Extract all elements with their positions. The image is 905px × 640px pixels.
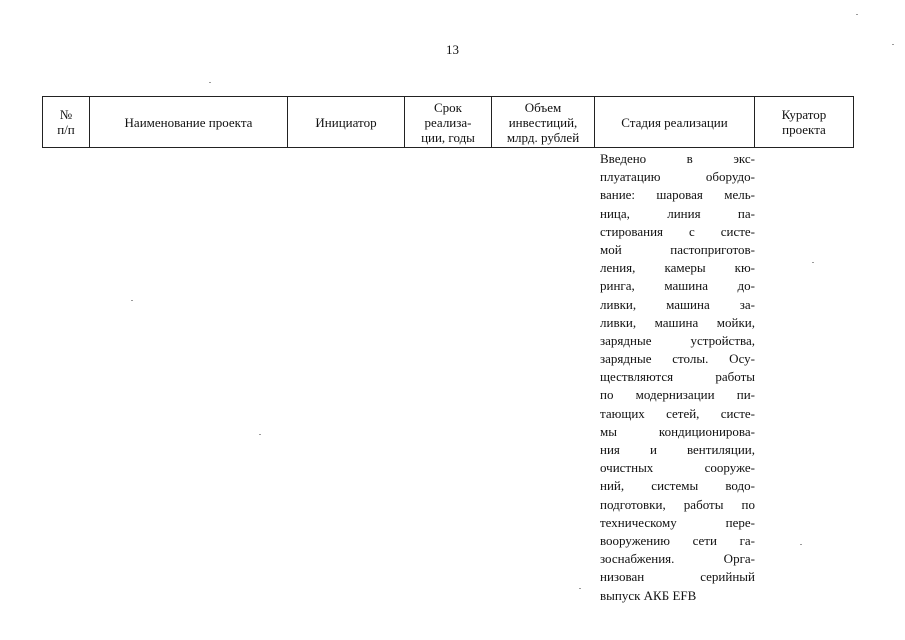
scan-speck: [856, 14, 858, 15]
stage-line: зоснабжения. Орга-: [600, 551, 755, 567]
stage-line: ринга, машина до-: [600, 278, 755, 294]
stage-line: очистных сооруже-: [600, 460, 755, 476]
stage-line: ления, камеры кю-: [600, 260, 755, 276]
stage-line: ливки, машина мойки,: [600, 314, 755, 330]
stage-line: мы кондиционирова-: [600, 423, 755, 439]
scan-speck: [892, 44, 894, 45]
page-number: 13: [446, 42, 459, 57]
scan-speck: [800, 544, 802, 545]
column-curator: Куратор проекта: [755, 97, 854, 148]
stage-line: зарядные столы. Осу-: [600, 351, 755, 367]
scan-speck: [131, 300, 133, 301]
stage-line: ний, системы водо-: [600, 478, 755, 494]
stage-line: тающих сетей, систе-: [600, 405, 755, 421]
stage-line: ливки, машина за-: [600, 296, 755, 312]
column-project-name: Наименование проекта: [90, 97, 288, 148]
column-initiator: Инициатор: [288, 97, 405, 148]
stage-line: техническому пере-: [600, 514, 755, 530]
stage-line: ния и вентиляции,: [600, 442, 755, 457]
stage-line: выпуск АКБ EFB: [600, 587, 697, 603]
stage-line: Введено в экс-: [600, 151, 755, 166]
stage-line: по модернизации пи-: [600, 387, 755, 403]
table-header: [42, 96, 854, 148]
scan-speck: [579, 588, 581, 589]
scan-speck: [259, 434, 261, 435]
column-number: № п/п: [43, 97, 90, 148]
stage-line: ница, линия па-: [600, 205, 755, 221]
stage-line: мой пастоприготов-: [600, 241, 755, 257]
header-row: [43, 97, 854, 148]
stage-description: [600, 150, 755, 605]
scan-speck: [812, 262, 814, 263]
column-term: Срок реализа- ции, годы: [405, 97, 492, 148]
stage-line: вооружению сети га-: [600, 532, 755, 548]
column-investment: Объем инвестиций, млрд. рублей: [492, 97, 595, 148]
stage-line: ществляются работы: [600, 369, 755, 385]
scan-speck: [209, 82, 211, 83]
stage-line: низован серийный: [600, 569, 755, 585]
stage-line: зарядные устройства,: [600, 332, 755, 348]
stage-line: вание: шаровая мель-: [600, 187, 755, 203]
column-stage: Стадия реализации: [595, 97, 755, 148]
stage-line: подготовки, работы по: [600, 496, 755, 512]
stage-line: плуатацию оборудо-: [600, 169, 755, 185]
stage-line: стирования с систе-: [600, 223, 755, 239]
